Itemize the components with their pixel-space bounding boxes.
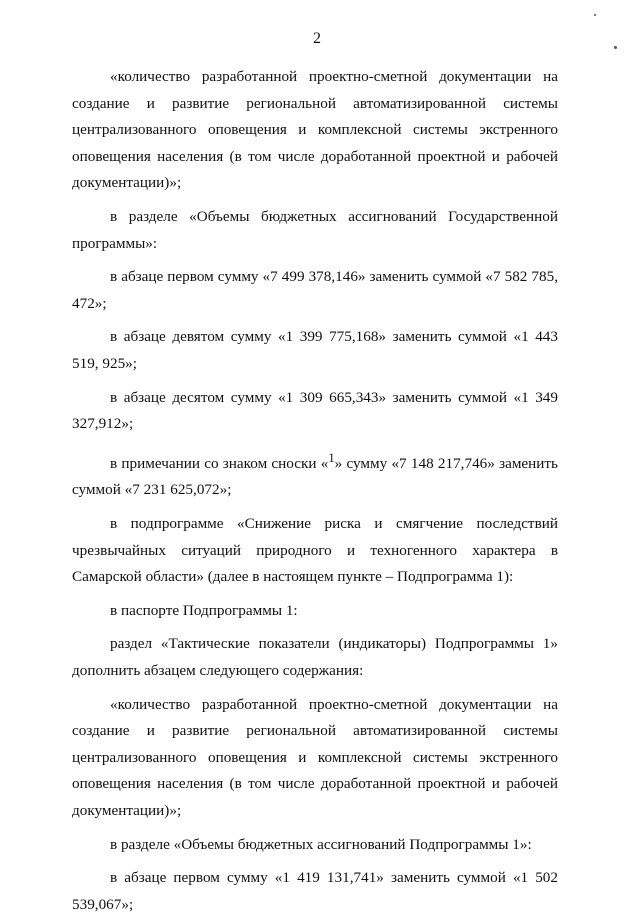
paragraph: раздел «Тактические показатели (индикаторы) Подпрограммы 1» дополнить абзацем следующего содержания: <box>72 635 558 679</box>
paragraph: в примечании со знаком сноски «$^1$» сумму «7 148 217,746» заменить суммой «7 231 625,072»; <box>72 450 558 499</box>
paragraph: в разделе «Объемы бюджетных ассигнований Государственной программы»: <box>72 207 558 252</box>
scan-speck <box>614 46 617 49</box>
paragraph: «количество разработанной проектно-сметной документации на создание и развитие региональной автоматизированной системы централизованного оповещения и комплексной системы экстренного оповещения населения (в том числе доработанной проектной и рабочей документации)»; <box>72 695 558 819</box>
paragraph: в абзаце первом сумму «7 499 378,146» заменить суммой «7 582 785, 472»; <box>72 268 558 312</box>
page-number: 2 <box>313 30 321 47</box>
paragraph: в абзаце первом сумму «1 419 131,741» заменить суммой «1 502 539,067»; <box>72 869 558 913</box>
paragraph: в абзаце десятом сумму «1 309 665,343» заменить суммой «1 349 327,912»; <box>72 388 558 433</box>
paragraph: в разделе «Объемы бюджетных ассигнований Подпрограммы 1»: <box>110 835 532 853</box>
document-body <box>72 64 558 918</box>
paragraph: в подпрограмме «Снижение риска и смягчение последствий чрезвычайных ситуаций природного и техногенного характера в Самарской области» (далее в настоящем пункте – Подпрограмма 1): <box>72 514 558 586</box>
paragraph: «количество разработанной проектно-сметной документации на создание и развитие региональной автоматизированной системы централизованного оповещения и комплексной системы экстренного оповещения населения (в том числе доработанной проектной и рабочей документации)»; <box>72 68 558 192</box>
scan-speck <box>594 14 596 16</box>
paragraph: в абзаце девятом сумму «1 399 775,168» заменить суммой «1 443 519, 925»; <box>72 328 558 372</box>
paragraph: в паспорте Подпрограммы 1: <box>110 601 298 619</box>
